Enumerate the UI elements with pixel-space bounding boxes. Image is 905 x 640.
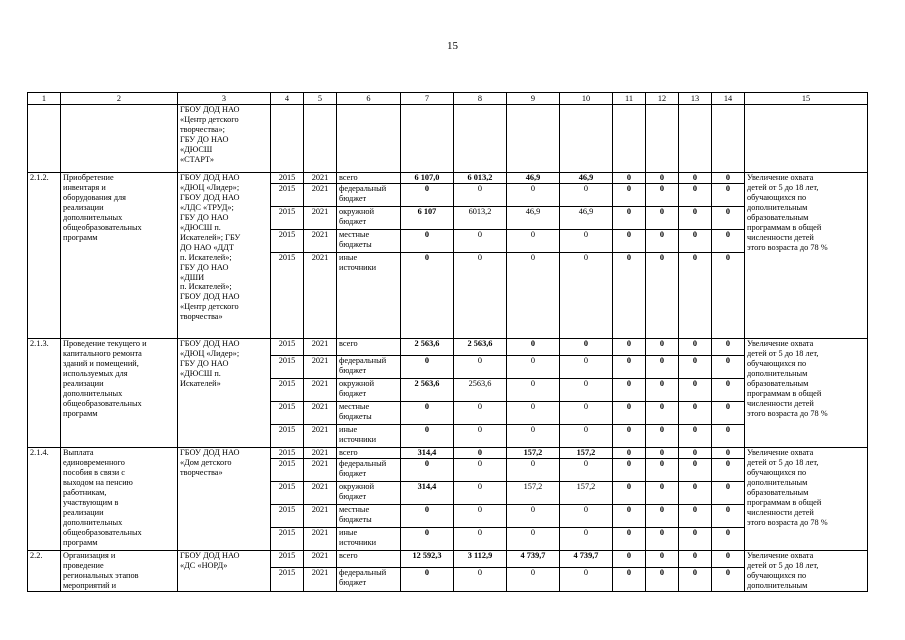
value-cell: 0 (712, 253, 745, 339)
value-cell: 0 (679, 459, 712, 482)
year-end: 2021 (304, 425, 337, 448)
value-cell: 0 (646, 482, 679, 505)
value-cell: 0 (401, 253, 454, 339)
page-number: 15 (447, 40, 458, 52)
value-cell: 0 (454, 356, 507, 379)
item-name: Организация и проведение региональных этапов мероприятий и (61, 551, 178, 592)
empty-cell (613, 105, 646, 173)
value-cell: 0 (646, 528, 679, 551)
value-cell: 0 (507, 230, 560, 253)
value-cell: 0 (712, 448, 745, 459)
value-cell: 0 (712, 551, 745, 568)
expected-result: Увеличение охвата детей от 5 до 18 лет, обучающихся по дополнительным образовательным программам в общей численности детей этого возраста до 78 % (745, 339, 868, 448)
value-cell: 0 (401, 425, 454, 448)
year-end: 2021 (304, 551, 337, 568)
empty-cell (646, 105, 679, 173)
funding-source: местные бюджеты (337, 402, 401, 425)
header-row (28, 93, 868, 105)
value-cell: 0 (401, 459, 454, 482)
value-cell: 0 (507, 379, 560, 402)
value-cell: 0 (454, 448, 507, 459)
value-cell: 0 (679, 253, 712, 339)
year-start: 2015 (271, 339, 304, 356)
value-cell: 0 (507, 528, 560, 551)
item-name: Выплата единовременного пособия в связи с выходом на пенсию работникам, участвующим в реализации дополнительных общеобразовательных программ (61, 448, 178, 551)
year-end: 2021 (304, 339, 337, 356)
value-cell: 0 (712, 402, 745, 425)
empty-cell (507, 105, 560, 173)
value-cell: 0 (507, 505, 560, 528)
value-cell: 0 (646, 253, 679, 339)
value-cell: 0 (712, 184, 745, 207)
header-cell: 3 (178, 93, 271, 105)
year-start: 2015 (271, 184, 304, 207)
value-cell: 0 (613, 448, 646, 459)
header-cell: 4 (271, 93, 304, 105)
table-row (28, 448, 868, 459)
value-cell: 0 (646, 551, 679, 568)
header-cell: 2 (61, 93, 178, 105)
value-cell: 0 (507, 339, 560, 356)
value-cell: 0 (560, 459, 613, 482)
expected-result: Увеличение охвата детей от 5 до 18 лет, обучающихся по дополнительным образовательным программам в общей численности детей этого возраста до 78 % (745, 173, 868, 339)
value-cell: 0 (507, 402, 560, 425)
year-end: 2021 (304, 379, 337, 402)
year-start: 2015 (271, 425, 304, 448)
funding-source: иные источники (337, 253, 401, 339)
value-cell: 0 (613, 568, 646, 591)
value-cell: 0 (646, 459, 679, 482)
year-end: 2021 (304, 207, 337, 230)
continuation-row (28, 105, 868, 173)
continued-executor: ГБОУ ДОД НАО «Центр детского творчества»; ГБУ ДО НАО «ДЮСШ «СТАРТ» (178, 105, 271, 173)
value-cell: 0 (712, 207, 745, 230)
empty-cell (337, 105, 401, 173)
header-cell: 1 (28, 93, 61, 105)
empty-cell (679, 105, 712, 173)
value-cell: 6013,2 (454, 207, 507, 230)
year-end: 2021 (304, 253, 337, 339)
year-end: 2021 (304, 173, 337, 184)
value-cell: 0 (613, 230, 646, 253)
value-cell: 2563,6 (454, 379, 507, 402)
value-cell: 0 (560, 528, 613, 551)
value-cell: 0 (454, 184, 507, 207)
year-end: 2021 (304, 230, 337, 253)
value-cell: 0 (679, 448, 712, 459)
value-cell: 0 (454, 528, 507, 551)
header-cell: 6 (337, 93, 401, 105)
value-cell: 0 (507, 184, 560, 207)
year-start: 2015 (271, 528, 304, 551)
table-row (28, 173, 868, 184)
value-cell: 0 (560, 184, 613, 207)
funding-source: всего (337, 339, 401, 356)
value-cell: 0 (679, 425, 712, 448)
funding-source: федеральный бюджет (337, 568, 401, 591)
funding-source: федеральный бюджет (337, 356, 401, 379)
item-number: 2.1.3. (28, 339, 61, 448)
value-cell: 0 (613, 173, 646, 184)
value-cell: 0 (679, 230, 712, 253)
value-cell: 46,9 (507, 207, 560, 230)
value-cell: 0 (613, 207, 646, 230)
year-start: 2015 (271, 230, 304, 253)
year-end: 2021 (304, 528, 337, 551)
year-end: 2021 (304, 448, 337, 459)
value-cell: 0 (679, 184, 712, 207)
header-cell: 12 (646, 93, 679, 105)
value-cell: 157,2 (507, 482, 560, 505)
value-cell: 0 (646, 402, 679, 425)
year-start: 2015 (271, 482, 304, 505)
value-cell: 0 (613, 356, 646, 379)
funding-source: всего (337, 448, 401, 459)
value-cell: 0 (401, 356, 454, 379)
item-executor: ГБОУ ДОД НАО «ДС «НОРД» (178, 551, 271, 592)
value-cell: 0 (560, 425, 613, 448)
value-cell: 0 (613, 339, 646, 356)
value-cell: 0 (646, 425, 679, 448)
value-cell: 2 563,6 (454, 339, 507, 356)
empty-cell (271, 105, 304, 173)
header-cell: 9 (507, 93, 560, 105)
value-cell: 0 (679, 207, 712, 230)
value-cell: 2 563,6 (401, 379, 454, 402)
item-number: 2.1.2. (28, 173, 61, 339)
value-cell: 0 (712, 528, 745, 551)
value-cell: 0 (454, 482, 507, 505)
value-cell: 0 (712, 173, 745, 184)
funding-source: федеральный бюджет (337, 459, 401, 482)
value-cell: 0 (679, 568, 712, 591)
value-cell: 0 (679, 379, 712, 402)
item-executor: ГБОУ ДОД НАО «Дом детского творчества» (178, 448, 271, 551)
value-cell: 46,9 (507, 173, 560, 184)
value-cell: 0 (646, 207, 679, 230)
funding-source: окружной бюджет (337, 207, 401, 230)
year-start: 2015 (271, 448, 304, 459)
value-cell: 0 (679, 402, 712, 425)
funding-source: иные источники (337, 425, 401, 448)
value-cell: 0 (613, 459, 646, 482)
value-cell: 0 (613, 425, 646, 448)
value-cell: 157,2 (560, 448, 613, 459)
year-end: 2021 (304, 568, 337, 591)
value-cell: 0 (679, 482, 712, 505)
year-start: 2015 (271, 551, 304, 568)
header-cell: 11 (613, 93, 646, 105)
value-cell: 0 (560, 505, 613, 528)
value-cell: 0 (454, 425, 507, 448)
empty-cell (61, 105, 178, 173)
value-cell: 157,2 (560, 482, 613, 505)
header-cell: 10 (560, 93, 613, 105)
value-cell: 0 (679, 356, 712, 379)
value-cell: 0 (560, 568, 613, 591)
expected-result: Увеличение охвата детей от 5 до 18 лет, обучающихся по дополнительным образовательным программам в общей численности детей этого возраста до 78 % (745, 448, 868, 551)
value-cell: 0 (454, 253, 507, 339)
value-cell: 0 (401, 230, 454, 253)
value-cell: 314,4 (401, 448, 454, 459)
value-cell: 0 (613, 402, 646, 425)
value-cell: 0 (712, 505, 745, 528)
value-cell: 0 (646, 184, 679, 207)
empty-cell (304, 105, 337, 173)
value-cell: 0 (454, 402, 507, 425)
header-cell: 15 (745, 93, 868, 105)
value-cell: 0 (507, 356, 560, 379)
value-cell: 0 (646, 568, 679, 591)
item-executor: ГБОУ ДОД НАО «ДЮЦ «Лидер»; ГБОУ ДОД НАО «ЛДС «ТРУД»; ГБУ ДО НАО «ДЮСШ п. Искателей»; ГБУ ДО НАО «ДДТ п. Искателей»; ГБУ ДО НАО «ДШИ п. Искателей»; ГБОУ ДОД НАО «Центр детского творчества» (178, 173, 271, 339)
value-cell: 0 (613, 253, 646, 339)
value-cell: 0 (560, 230, 613, 253)
value-cell: 0 (646, 448, 679, 459)
value-cell: 6 013,2 (454, 173, 507, 184)
value-cell: 0 (679, 505, 712, 528)
value-cell: 2 563,6 (401, 339, 454, 356)
value-cell: 0 (560, 253, 613, 339)
funding-source: окружной бюджет (337, 379, 401, 402)
value-cell: 0 (679, 173, 712, 184)
value-cell: 6 107,0 (401, 173, 454, 184)
year-start: 2015 (271, 173, 304, 184)
value-cell: 46,9 (560, 207, 613, 230)
value-cell: 0 (401, 184, 454, 207)
value-cell: 0 (646, 230, 679, 253)
budget-table (27, 92, 868, 592)
year-end: 2021 (304, 402, 337, 425)
funding-source: всего (337, 173, 401, 184)
empty-cell (560, 105, 613, 173)
value-cell: 0 (712, 568, 745, 591)
value-cell: 0 (613, 528, 646, 551)
value-cell: 0 (507, 425, 560, 448)
value-cell: 0 (454, 568, 507, 591)
year-start: 2015 (271, 379, 304, 402)
value-cell: 46,9 (560, 173, 613, 184)
value-cell: 4 739,7 (560, 551, 613, 568)
value-cell: 0 (454, 505, 507, 528)
empty-cell (745, 105, 868, 173)
header-cell: 14 (712, 93, 745, 105)
funding-source: местные бюджеты (337, 505, 401, 528)
table-row (28, 339, 868, 356)
value-cell: 0 (560, 356, 613, 379)
funding-source: федеральный бюджет (337, 184, 401, 207)
year-end: 2021 (304, 482, 337, 505)
value-cell: 6 107 (401, 207, 454, 230)
empty-cell (454, 105, 507, 173)
value-cell: 0 (646, 505, 679, 528)
value-cell: 0 (646, 356, 679, 379)
value-cell: 0 (613, 505, 646, 528)
header-cell: 5 (304, 93, 337, 105)
header-cell: 8 (454, 93, 507, 105)
value-cell: 0 (679, 339, 712, 356)
value-cell: 0 (646, 339, 679, 356)
expected-result: Увеличение охвата детей от 5 до 18 лет, обучающихся по дополнительным (745, 551, 868, 592)
value-cell: 0 (646, 379, 679, 402)
empty-cell (401, 105, 454, 173)
funding-source: всего (337, 551, 401, 568)
header-cell: 13 (679, 93, 712, 105)
table-row (28, 551, 868, 568)
year-end: 2021 (304, 356, 337, 379)
year-start: 2015 (271, 207, 304, 230)
value-cell: 0 (712, 459, 745, 482)
value-cell: 12 592,3 (401, 551, 454, 568)
value-cell: 0 (712, 425, 745, 448)
item-name: Проведение текущего и капитального ремонта зданий и помещений, используемых для реализации дополнительных общеобразовательных программ (61, 339, 178, 448)
value-cell: 0 (401, 402, 454, 425)
value-cell: 0 (401, 528, 454, 551)
year-start: 2015 (271, 459, 304, 482)
empty-cell (712, 105, 745, 173)
value-cell: 3 112,9 (454, 551, 507, 568)
value-cell: 0 (613, 482, 646, 505)
value-cell: 0 (613, 184, 646, 207)
value-cell: 0 (560, 339, 613, 356)
funding-source: окружной бюджет (337, 482, 401, 505)
item-number: 2.2. (28, 551, 61, 592)
year-end: 2021 (304, 505, 337, 528)
value-cell: 0 (679, 551, 712, 568)
year-start: 2015 (271, 253, 304, 339)
value-cell: 0 (401, 505, 454, 528)
funding-source: иные источники (337, 528, 401, 551)
value-cell: 0 (507, 459, 560, 482)
year-end: 2021 (304, 459, 337, 482)
header-cell: 7 (401, 93, 454, 105)
value-cell: 0 (712, 339, 745, 356)
value-cell: 4 739,7 (507, 551, 560, 568)
funding-source: местные бюджеты (337, 230, 401, 253)
value-cell: 0 (613, 551, 646, 568)
value-cell: 0 (712, 379, 745, 402)
value-cell: 0 (712, 356, 745, 379)
value-cell: 157,2 (507, 448, 560, 459)
value-cell: 0 (646, 173, 679, 184)
year-start: 2015 (271, 402, 304, 425)
year-end: 2021 (304, 184, 337, 207)
value-cell: 0 (507, 568, 560, 591)
value-cell: 0 (560, 402, 613, 425)
value-cell: 0 (560, 379, 613, 402)
year-start: 2015 (271, 505, 304, 528)
value-cell: 0 (613, 379, 646, 402)
value-cell: 0 (401, 568, 454, 591)
value-cell: 0 (454, 230, 507, 253)
value-cell: 0 (507, 253, 560, 339)
value-cell: 0 (454, 459, 507, 482)
year-start: 2015 (271, 568, 304, 591)
year-start: 2015 (271, 356, 304, 379)
value-cell: 0 (712, 482, 745, 505)
value-cell: 0 (712, 230, 745, 253)
empty-cell (28, 105, 61, 173)
value-cell: 0 (679, 528, 712, 551)
item-name: Приобретение инвентаря и оборудования для реализации дополнительных общеобразовательных программ (61, 173, 178, 339)
item-executor: ГБОУ ДОД НАО «ДЮЦ «Лидер»; ГБУ ДО НАО «ДЮСШ п. Искателей» (178, 339, 271, 448)
item-number: 2.1.4. (28, 448, 61, 551)
value-cell: 314,4 (401, 482, 454, 505)
